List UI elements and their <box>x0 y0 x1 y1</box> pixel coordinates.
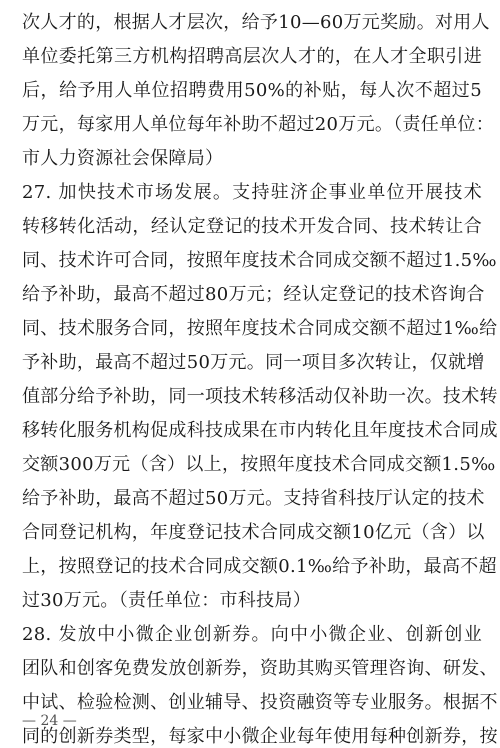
text-line-13: 移转化服务机构促成科技成果在市内转化且年度技术合同成 <box>22 420 498 441</box>
text-line-2: 单位委托第三方机构招聘高层次人才的，在人才全职引进 <box>22 46 482 67</box>
text-line-17: 上，按照登记的技术合同成交额0.1‰给予补助，最高不超 <box>22 556 497 577</box>
text-line-6: 27. 加快技术市场发展。支持驻济企事业单位开展技术 <box>22 182 482 203</box>
text-line-3: 后，给予用人单位招聘费用50%的补贴，每人次不超过5 <box>22 80 482 101</box>
text-line-16: 合同登记机构，年度登记技术合同成交额10亿元（含）以 <box>22 522 485 543</box>
text-line-9: 给予补助，最高不超过80万元；经认定登记的技术咨询合 <box>22 284 485 305</box>
text-line-4: 万元，每家用人单位每年补助不超过20万元。（责任单位： <box>22 114 495 135</box>
page-number: — 24 — <box>22 713 77 729</box>
text-line-21: 中试、检验检测、创业辅导、投资融资等专业服务。根据不 <box>22 692 498 713</box>
text-line-19: 28. 发放中小微企业创新券。向中小微企业、创新创业 <box>22 624 482 645</box>
text-line-18: 过30万元。（责任单位：市科技局） <box>22 590 312 611</box>
text-line-11: 予补助，最高不超过50万元。同一项目多次转让，仅就增 <box>22 352 485 373</box>
text-line-8: 同、技术许可合同，按照年度技术合同成交额不超过1.5‰ <box>22 250 497 271</box>
text-line-7: 转移转化活动，经认定登记的技术开发合同、技术转让合 <box>22 216 482 237</box>
text-line-5: 市人力资源社会保障局） <box>22 148 224 169</box>
text-line-14: 交额300万元（含）以上，按照年度技术合同成交额1.5‰ <box>22 454 496 475</box>
text-line-20: 团队和创客免费发放创新券，资助其购买管理咨询、研发、 <box>22 658 498 679</box>
text-line-1: 次人才的，根据人才层次，给予10—60万元奖励。对用人 <box>22 12 490 33</box>
text-line-15: 给予补助，最高不超过50万元。支持省科技厅认定的技术 <box>22 488 485 509</box>
text-line-10: 同、技术服务合同，按照年度技术合同成交额不超过1‰给 <box>22 318 498 339</box>
text-line-12: 值部分给予补助，同一项技术转移活动仅补助一次。技术转 <box>22 386 498 407</box>
text-line-22: 同的创新券类型，每家中小微企业每年使用每种创新券，按 <box>22 726 498 747</box>
